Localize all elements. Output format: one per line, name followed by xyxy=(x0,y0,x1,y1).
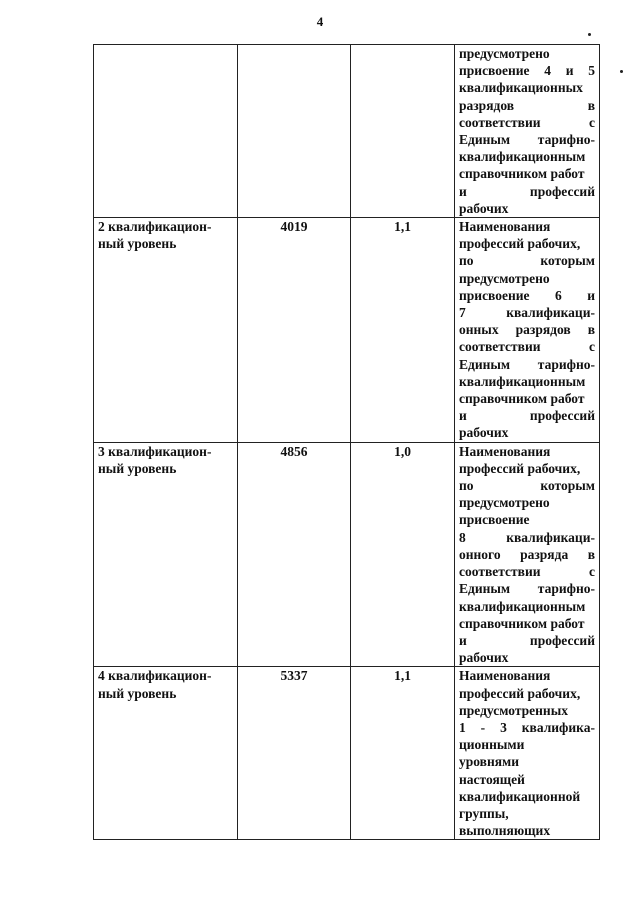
description-line: Наименования xyxy=(459,219,551,235)
table-row xyxy=(94,667,600,840)
description-line: соответствии с xyxy=(459,564,595,580)
description-line: настоящей xyxy=(459,771,525,787)
qualification-level-line: 2 квалификацион- xyxy=(98,219,212,235)
table-row xyxy=(94,218,600,443)
description-line: 1 - 3 квалифика- xyxy=(459,719,595,735)
description-line: ционными xyxy=(459,737,525,753)
description-line: предусмотренных xyxy=(459,702,568,718)
description-line: Единым тарифно- xyxy=(459,581,595,597)
profession-description-cell xyxy=(455,45,600,218)
description-line: онных разрядов в xyxy=(459,322,595,338)
qualification-level-cell xyxy=(94,442,238,667)
description-line: и профессий xyxy=(459,632,595,648)
description-line: Единым тарифно- xyxy=(459,356,595,372)
qualification-level-line: ный уровень xyxy=(98,236,177,252)
description-line: квалификационным xyxy=(459,598,586,614)
profession-description-cell xyxy=(455,442,600,667)
qualification-level-line: 4 квалификацион- xyxy=(98,668,212,684)
description-line: Единым тарифно- xyxy=(459,132,595,148)
description-line: соответствии с xyxy=(459,339,595,355)
qualification-level-cell xyxy=(94,218,238,443)
coefficient-cell: 1,1 xyxy=(351,667,455,840)
description-line: разрядов в xyxy=(459,97,595,113)
description-line: группы, xyxy=(459,805,509,821)
description-line: Наименования xyxy=(459,443,551,459)
page-number: 4 xyxy=(316,14,324,29)
scan-speck xyxy=(620,70,623,73)
base-salary-cell: 4019 xyxy=(238,218,351,443)
qualification-level-line: 3 квалификацион- xyxy=(98,443,212,459)
description-line: онного разряда в xyxy=(459,546,595,562)
profession-description-cell xyxy=(455,218,600,443)
table-row xyxy=(94,45,600,218)
description-line: справочником работ xyxy=(459,166,585,182)
description-line: уровнями xyxy=(459,754,520,770)
qualification-level-cell xyxy=(94,45,238,218)
description-line: квалификационным xyxy=(459,149,586,165)
description-line: профессий рабочих, xyxy=(459,236,581,252)
description-line: Наименования xyxy=(459,668,551,684)
description-line: предусмотрено xyxy=(459,46,550,61)
description-line: рабочих xyxy=(459,425,509,441)
description-line: выполняющих xyxy=(459,823,551,839)
profession-description-cell xyxy=(455,667,600,840)
description-line: и профессий xyxy=(459,408,595,424)
coefficient-cell: 1,1 xyxy=(351,218,455,443)
qualification-level-line: ный уровень xyxy=(98,685,177,701)
table-row xyxy=(94,442,600,667)
description-line: присвоение 4 и 5 xyxy=(459,63,595,79)
description-line: квалификационным xyxy=(459,373,586,389)
description-line: 8 квалификаци- xyxy=(459,529,595,545)
description-line: квалификационных xyxy=(459,80,583,96)
description-line: рабочих xyxy=(459,200,509,216)
description-line: квалификационной xyxy=(459,788,581,804)
description-line: справочником работ xyxy=(459,615,585,631)
base-salary-cell: 4856 xyxy=(238,442,351,667)
description-line: справочником работ xyxy=(459,391,585,407)
description-line: 7 квалификаци- xyxy=(459,305,595,321)
description-line: по которым xyxy=(459,253,595,269)
coefficient-cell xyxy=(351,45,455,218)
coefficient-cell: 1,0 xyxy=(351,442,455,667)
base-salary-cell xyxy=(238,45,351,218)
description-line: присвоение xyxy=(459,512,530,528)
description-line: рабочих xyxy=(459,650,509,666)
description-line: и профессий xyxy=(459,183,595,199)
description-line: профессий рабочих, xyxy=(459,460,581,476)
description-line: предусмотрено xyxy=(459,270,550,286)
description-line: предусмотрено xyxy=(459,495,550,511)
qualification-table xyxy=(93,44,600,840)
scan-speck xyxy=(588,33,591,36)
qualification-level-cell xyxy=(94,667,238,840)
description-line: присвоение 6 и xyxy=(459,287,595,303)
description-line: по которым xyxy=(459,478,595,494)
description-line: профессий рабочих, xyxy=(459,685,581,701)
qualification-level-line: ный уровень xyxy=(98,460,177,476)
base-salary-cell: 5337 xyxy=(238,667,351,840)
description-line: соответствии с xyxy=(459,114,595,130)
